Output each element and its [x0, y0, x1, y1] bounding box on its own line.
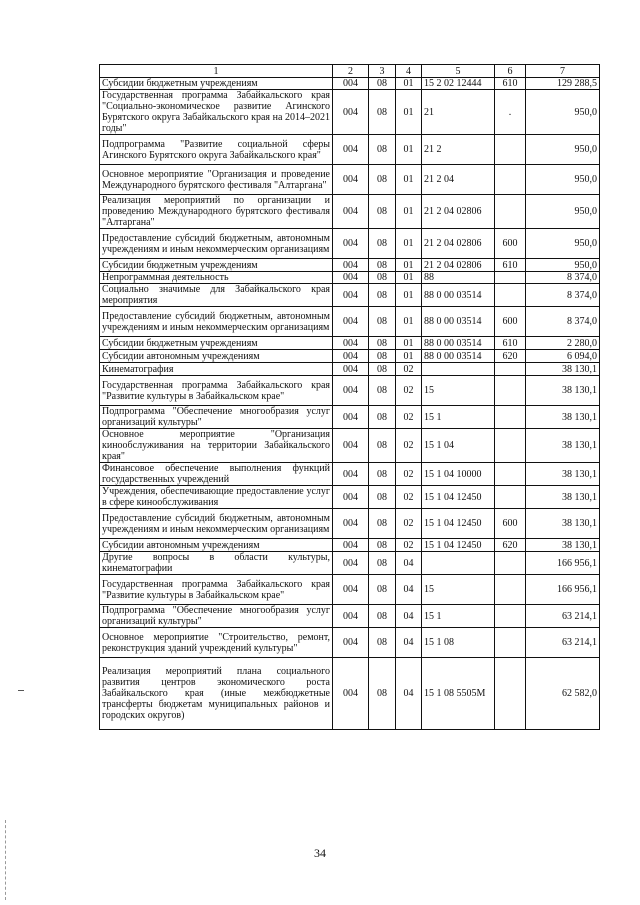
cell-col-7: 8 374,0 — [526, 307, 600, 337]
cell-name: Реализация мероприятий по организации и проведению Международного бурятского фестиваля "Алтаргана" — [100, 195, 333, 229]
cell-col-2: 004 — [333, 165, 369, 195]
cell-col-3: 08 — [369, 135, 396, 165]
cell-name: Кинематография — [100, 363, 333, 376]
cell-col-3: 08 — [369, 350, 396, 363]
table-row — [100, 406, 600, 429]
cell-col-2: 004 — [333, 509, 369, 539]
cell-col-3: 08 — [369, 552, 396, 575]
cell-col-4: 02 — [396, 376, 422, 406]
cell-col-2: 004 — [333, 229, 369, 259]
cell-col-5: 15 1 04 10000 — [422, 463, 495, 486]
table-row — [100, 284, 600, 307]
table-row — [100, 658, 600, 730]
cell-col-3: 08 — [369, 259, 396, 272]
table-row — [100, 539, 600, 552]
cell-col-4: 01 — [396, 90, 422, 135]
cell-col-5: 21 2 04 02806 — [422, 259, 495, 272]
cell-col-4: 04 — [396, 605, 422, 628]
table-header — [100, 65, 600, 78]
cell-col-5: 21 2 — [422, 135, 495, 165]
cell-col-4: 01 — [396, 78, 422, 90]
cell-col-6: 600 — [495, 509, 526, 539]
cell-col-6 — [495, 272, 526, 284]
cell-col-2: 004 — [333, 463, 369, 486]
cell-col-2: 004 — [333, 486, 369, 509]
table-row — [100, 307, 600, 337]
cell-name: Предоставление субсидий бюджетным, автономным учреждениям и иным некоммерческим организациям — [100, 509, 333, 539]
header-col-3: 3 — [369, 65, 396, 78]
cell-col-4: 04 — [396, 575, 422, 605]
cell-name: Предоставление субсидий бюджетным, автономным учреждениям и иным некоммерческим организациям — [100, 307, 333, 337]
cell-col-2: 004 — [333, 376, 369, 406]
cell-col-5: 15 1 04 12450 — [422, 539, 495, 552]
cell-name: Субсидии бюджетным учреждениям — [100, 78, 333, 90]
cell-col-5: 88 0 00 03514 — [422, 337, 495, 350]
cell-name: Социально значимые для Забайкальского края мероприятия — [100, 284, 333, 307]
budget-table — [99, 64, 600, 730]
table-row — [100, 165, 600, 195]
cell-col-6 — [495, 628, 526, 658]
cell-col-2: 004 — [333, 552, 369, 575]
cell-col-5: 88 0 00 03514 — [422, 350, 495, 363]
cell-col-2: 004 — [333, 78, 369, 90]
cell-col-2: 004 — [333, 539, 369, 552]
cell-col-7: 38 130,1 — [526, 463, 600, 486]
table-row — [100, 229, 600, 259]
cell-name: Субсидии автономным учреждениям — [100, 350, 333, 363]
table-row — [100, 509, 600, 539]
cell-col-6: 620 — [495, 350, 526, 363]
cell-col-2: 004 — [333, 406, 369, 429]
cell-col-5: 15 1 — [422, 406, 495, 429]
cell-col-4: 01 — [396, 284, 422, 307]
table-body — [100, 78, 600, 730]
cell-col-4: 04 — [396, 628, 422, 658]
cell-col-5: 88 — [422, 272, 495, 284]
cell-col-6 — [495, 605, 526, 628]
cell-col-7: 129 288,5 — [526, 78, 600, 90]
cell-col-6: 610 — [495, 259, 526, 272]
cell-col-7: 63 214,1 — [526, 605, 600, 628]
table-row — [100, 628, 600, 658]
cell-col-4: 01 — [396, 229, 422, 259]
cell-name: Финансовое обеспечение выполнения функций государственных учреждений — [100, 463, 333, 486]
cell-col-6 — [495, 284, 526, 307]
cell-name: Реализация мероприятий плана социального развития центров экономического роста Забайкальского края (иные межбюджетные трансферты бюджетам муниципальных районов и городских округов) — [100, 658, 333, 730]
cell-col-4: 01 — [396, 135, 422, 165]
cell-col-5: 15 1 04 12450 — [422, 486, 495, 509]
cell-col-3: 08 — [369, 539, 396, 552]
cell-col-7: 63 214,1 — [526, 628, 600, 658]
table-row — [100, 429, 600, 463]
cell-col-7: 38 130,1 — [526, 509, 600, 539]
cell-col-7: 38 130,1 — [526, 539, 600, 552]
cell-col-6 — [495, 658, 526, 730]
cell-col-2: 004 — [333, 272, 369, 284]
cell-name: Учреждения, обеспечивающие предоставление услуг в сфере кинообслуживания — [100, 486, 333, 509]
cell-col-4: 02 — [396, 539, 422, 552]
cell-col-3: 08 — [369, 376, 396, 406]
margin-mark — [18, 690, 24, 691]
cell-col-4: 02 — [396, 463, 422, 486]
cell-col-6 — [495, 135, 526, 165]
cell-col-4: 01 — [396, 307, 422, 337]
cell-name: Предоставление субсидий бюджетным, автономным учреждениям и иным некоммерческим организациям — [100, 229, 333, 259]
header-col-4: 4 — [396, 65, 422, 78]
cell-name: Основное мероприятие "Организация кинообслуживания на территории Забайкальского края" — [100, 429, 333, 463]
cell-col-7: 950,0 — [526, 135, 600, 165]
table-row — [100, 552, 600, 575]
cell-col-3: 08 — [369, 363, 396, 376]
cell-col-7: 38 130,1 — [526, 406, 600, 429]
cell-col-4: 01 — [396, 337, 422, 350]
cell-col-4: 02 — [396, 509, 422, 539]
cell-col-4: 04 — [396, 658, 422, 730]
cell-name: Государственная программа Забайкальского края "Развитие культуры в Забайкальском крае" — [100, 575, 333, 605]
cell-name: Субсидии автономным учреждениям — [100, 539, 333, 552]
header-row — [100, 65, 600, 78]
cell-col-4: 02 — [396, 406, 422, 429]
cell-col-4: 02 — [396, 486, 422, 509]
cell-col-6 — [495, 195, 526, 229]
table-row — [100, 272, 600, 284]
cell-col-3: 08 — [369, 486, 396, 509]
cell-col-6 — [495, 552, 526, 575]
cell-col-7: 8 374,0 — [526, 284, 600, 307]
cell-col-4: 02 — [396, 363, 422, 376]
cell-col-2: 004 — [333, 90, 369, 135]
table-row — [100, 605, 600, 628]
cell-name: Непрограммная деятельность — [100, 272, 333, 284]
header-col-5: 5 — [422, 65, 495, 78]
table-row — [100, 575, 600, 605]
cell-col-4: 02 — [396, 429, 422, 463]
cell-col-6 — [495, 406, 526, 429]
cell-col-7: 950,0 — [526, 195, 600, 229]
table-row — [100, 259, 600, 272]
cell-col-7: 2 280,0 — [526, 337, 600, 350]
cell-col-6: 620 — [495, 539, 526, 552]
cell-col-7: 950,0 — [526, 165, 600, 195]
cell-col-2: 004 — [333, 195, 369, 229]
cell-name: Основное мероприятие "Строительство, ремонт, реконструкция зданий учреждений культуры" — [100, 628, 333, 658]
cell-col-2: 004 — [333, 605, 369, 628]
cell-col-2: 004 — [333, 628, 369, 658]
table-row — [100, 463, 600, 486]
cell-col-7: 38 130,1 — [526, 486, 600, 509]
cell-col-6: 600 — [495, 229, 526, 259]
cell-col-4: 01 — [396, 350, 422, 363]
cell-col-3: 08 — [369, 509, 396, 539]
cell-col-3: 08 — [369, 272, 396, 284]
cell-col-3: 08 — [369, 307, 396, 337]
cell-col-2: 004 — [333, 259, 369, 272]
table-row — [100, 90, 600, 135]
table-row — [100, 78, 600, 90]
cell-col-3: 08 — [369, 284, 396, 307]
cell-col-6 — [495, 363, 526, 376]
cell-name: Государственная программа Забайкальского края "Социально-экономическое развитие Агинского Бурятского округа Забайкальского края на 2014–2021 годы" — [100, 90, 333, 135]
header-col-6: 6 — [495, 65, 526, 78]
cell-col-3: 08 — [369, 658, 396, 730]
table-row — [100, 486, 600, 509]
header-col-2: 2 — [333, 65, 369, 78]
table-row — [100, 350, 600, 363]
cell-col-7: 38 130,1 — [526, 376, 600, 406]
cell-col-4: 01 — [396, 259, 422, 272]
cell-col-2: 004 — [333, 135, 369, 165]
cell-col-3: 08 — [369, 575, 396, 605]
cell-col-5 — [422, 552, 495, 575]
cell-col-3: 08 — [369, 628, 396, 658]
cell-col-6: . — [495, 90, 526, 135]
cell-col-7: 950,0 — [526, 90, 600, 135]
cell-col-5: 15 — [422, 376, 495, 406]
cell-name: Подпрограмма "Обеспечение многообразия услуг организаций культуры" — [100, 406, 333, 429]
cell-col-2: 004 — [333, 307, 369, 337]
cell-col-3: 08 — [369, 195, 396, 229]
cell-col-4: 01 — [396, 165, 422, 195]
cell-col-6: 610 — [495, 337, 526, 350]
cell-col-4: 01 — [396, 195, 422, 229]
cell-col-7: 166 956,1 — [526, 552, 600, 575]
table-row — [100, 337, 600, 350]
table-row — [100, 363, 600, 376]
cell-col-5: 88 0 00 03514 — [422, 284, 495, 307]
cell-col-2: 004 — [333, 363, 369, 376]
cell-col-6: 600 — [495, 307, 526, 337]
cell-name: Субсидии бюджетным учреждениям — [100, 259, 333, 272]
cell-col-2: 004 — [333, 337, 369, 350]
cell-col-6 — [495, 486, 526, 509]
cell-col-7: 950,0 — [526, 229, 600, 259]
cell-col-7: 38 130,1 — [526, 363, 600, 376]
cell-col-5: 15 2 02 12444 — [422, 78, 495, 90]
cell-col-6 — [495, 376, 526, 406]
cell-col-5: 21 — [422, 90, 495, 135]
cell-col-5: 15 — [422, 575, 495, 605]
cell-col-5: 15 1 04 12450 — [422, 509, 495, 539]
cell-col-3: 08 — [369, 337, 396, 350]
cell-col-3: 08 — [369, 429, 396, 463]
cell-col-6 — [495, 575, 526, 605]
cell-col-5: 21 2 04 — [422, 165, 495, 195]
cell-col-2: 004 — [333, 575, 369, 605]
page-number: 34 — [314, 846, 326, 860]
cell-col-3: 08 — [369, 165, 396, 195]
header-col-1: 1 — [100, 65, 333, 78]
cell-col-5: 15 1 04 — [422, 429, 495, 463]
table-row — [100, 376, 600, 406]
cell-col-2: 004 — [333, 429, 369, 463]
cell-name: Основное мероприятие "Организация и проведение Международного бурятского фестиваля "Алтаргана" — [100, 165, 333, 195]
cell-col-2: 004 — [333, 658, 369, 730]
cell-col-7: 950,0 — [526, 259, 600, 272]
cell-col-6 — [495, 429, 526, 463]
cell-col-7: 38 130,1 — [526, 429, 600, 463]
cell-col-7: 8 374,0 — [526, 272, 600, 284]
cell-col-2: 004 — [333, 350, 369, 363]
cell-col-3: 08 — [369, 463, 396, 486]
cell-col-3: 08 — [369, 406, 396, 429]
cell-col-7: 6 094,0 — [526, 350, 600, 363]
cell-col-6 — [495, 165, 526, 195]
cell-col-3: 08 — [369, 78, 396, 90]
cell-col-5: 15 1 08 — [422, 628, 495, 658]
cell-name: Другие вопросы в области культуры, кинематографии — [100, 552, 333, 575]
cell-col-3: 08 — [369, 229, 396, 259]
table-row — [100, 195, 600, 229]
cell-col-5: 15 1 — [422, 605, 495, 628]
header-col-7: 7 — [526, 65, 600, 78]
cell-col-3: 08 — [369, 90, 396, 135]
table-row — [100, 135, 600, 165]
cell-name: Подпрограмма "Развитие социальной сферы Агинского Бурятского округа Забайкальского края" — [100, 135, 333, 165]
cell-col-4: 04 — [396, 552, 422, 575]
cell-col-5: 21 2 04 02806 — [422, 229, 495, 259]
cell-col-7: 166 956,1 — [526, 575, 600, 605]
cell-col-6: 610 — [495, 78, 526, 90]
cell-col-5 — [422, 363, 495, 376]
cell-col-7: 62 582,0 — [526, 658, 600, 730]
cell-col-4: 01 — [396, 272, 422, 284]
cell-name: Субсидии бюджетным учреждениям — [100, 337, 333, 350]
cell-col-6 — [495, 463, 526, 486]
cell-col-3: 08 — [369, 605, 396, 628]
cell-col-5: 21 2 04 02806 — [422, 195, 495, 229]
cell-col-5: 15 1 08 5505M — [422, 658, 495, 730]
cell-col-2: 004 — [333, 284, 369, 307]
cell-name: Государственная программа Забайкальского края "Развитие культуры в Забайкальском крае" — [100, 376, 333, 406]
cell-col-5: 88 0 00 03514 — [422, 307, 495, 337]
cell-name: Подпрограмма "Обеспечение многообразия услуг организаций культуры" — [100, 605, 333, 628]
